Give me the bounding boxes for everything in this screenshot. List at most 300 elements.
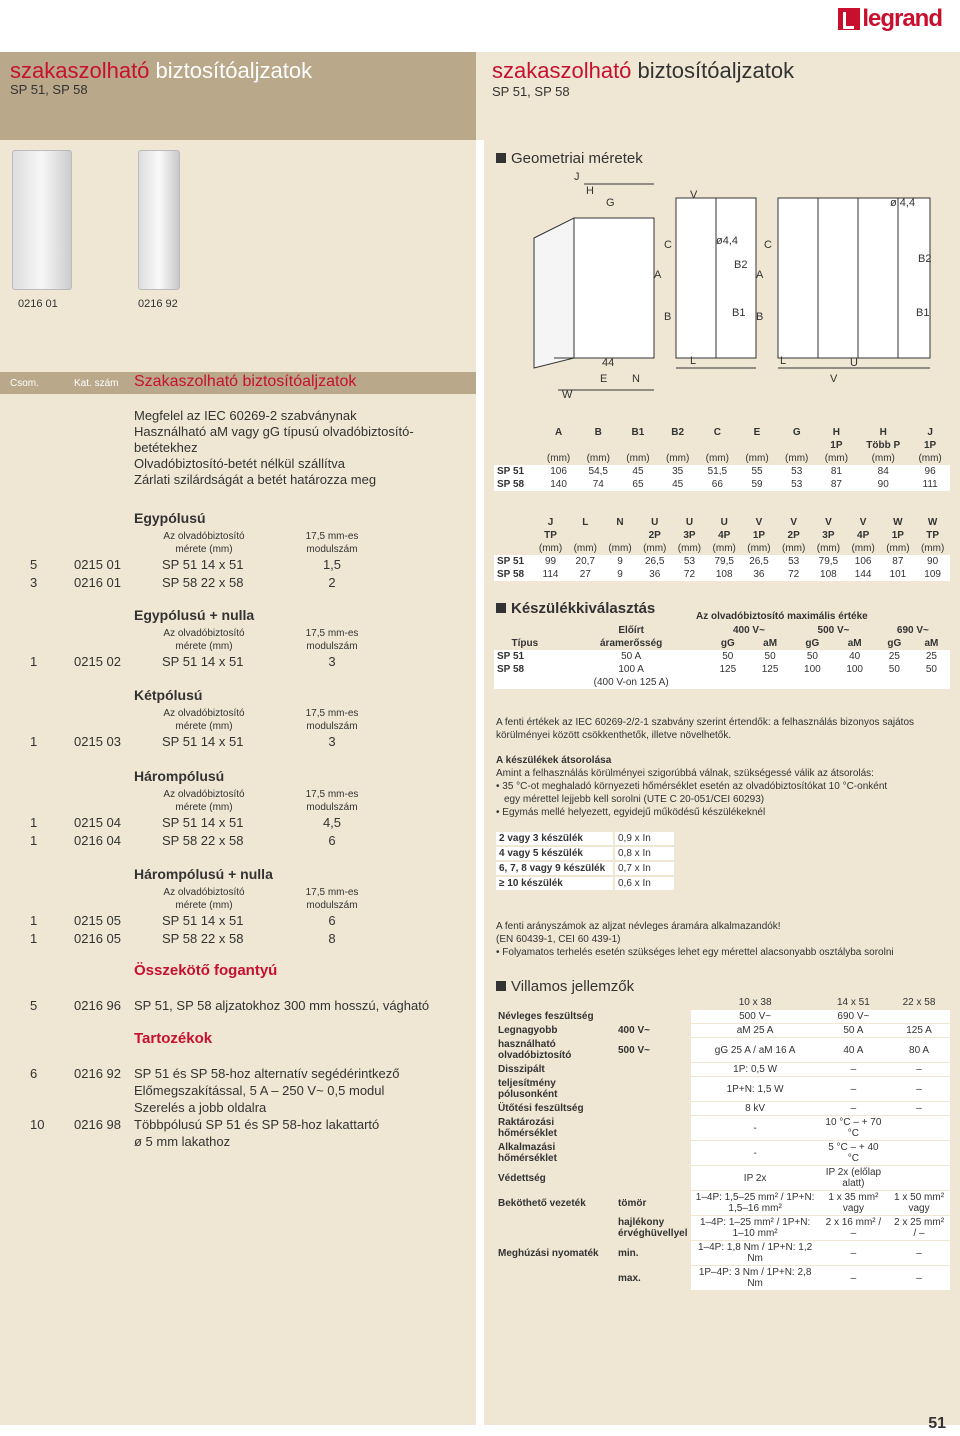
ve-cell: 1–4P: 1–25 mm² / 1P+N: 1–10 mm² <box>691 1216 818 1241</box>
ve-cell: Meghúzási nyomaték <box>494 1241 614 1266</box>
catalogue-number: 0216 92 <box>74 1066 121 1081</box>
section-title: Egypólusú + nulla <box>134 607 255 623</box>
dim-header-cell: (mm) <box>871 453 895 464</box>
product-desc: SP 51 14 x 51 <box>162 557 244 572</box>
col-title: Szakaszolható biztosítóaljzatok <box>134 373 357 390</box>
ve-cell <box>614 1141 691 1166</box>
ve-cell: gG 25 A / aM 16 A <box>691 1038 818 1063</box>
dim-cell: 140 <box>539 478 579 491</box>
module-count: 3 <box>328 734 336 749</box>
kv-note: A fenti értékek az IEC 60269-2/2-1 szabvány szerint értendők: a felhasználás bizonyos sajátos körülményei között csökkenthetők, illetve növelhetők. <box>496 717 915 741</box>
ve-row <box>494 1038 950 1063</box>
dim-header-cell: (mm) <box>665 453 690 464</box>
col-csom: Csom. <box>10 378 39 389</box>
dim-label-B2: B2 <box>734 259 748 271</box>
dimension-table-1 <box>494 426 950 491</box>
catalogue-number: 0216 05 <box>74 931 121 946</box>
kv-h-volt: 690 V~ <box>896 625 929 636</box>
kv-header-row <box>494 624 950 637</box>
module-count: 1,5 <box>322 557 342 572</box>
sub-line: 17,5 mm-es <box>305 708 359 719</box>
kv-cell <box>494 676 556 689</box>
dim-header-cell: (mm) <box>573 543 597 554</box>
title-part-a: szakaszolható <box>10 58 150 83</box>
dim-header-cell: TP <box>544 530 557 541</box>
dim-label-H: H <box>586 185 594 197</box>
sub-line: 17,5 mm-es <box>305 628 359 639</box>
intro-line: betétekhez <box>134 440 198 455</box>
ve-cell: 2 x 25 mm² / – <box>888 1216 950 1241</box>
dim-cell: 53 <box>672 555 707 568</box>
geom-title-text: Geometriai méretek <box>511 150 643 167</box>
ve-cell: Raktározási hőmérséklet <box>494 1116 614 1141</box>
dim-header-cell: 4P <box>857 530 870 541</box>
dim-header-cell: (mm) <box>851 543 875 554</box>
dim-header-cell <box>777 439 817 452</box>
sub-line: Az olvadóbiztosító <box>163 628 245 639</box>
dim-header-cell: (mm) <box>785 453 809 464</box>
ve-cell <box>888 1116 950 1141</box>
dim-header-cell: (mm) <box>920 543 945 554</box>
fuse-size-label <box>134 627 274 653</box>
ve-cell: Disszipált <box>494 1063 614 1077</box>
dim-header-cell: TP <box>926 530 939 541</box>
dim-cell: 106 <box>539 465 579 478</box>
catalogue-number: 0215 04 <box>74 815 121 830</box>
ve-cell: Ütőtési feszültség <box>494 1102 614 1116</box>
ve-cell: IP 2x <box>691 1166 818 1191</box>
ve-cell <box>888 1166 950 1191</box>
sub-line: mérete (mm) <box>175 900 233 911</box>
dim-label-C: C <box>664 239 672 251</box>
dim-header-cell: 3P <box>822 530 835 541</box>
product-desc: SP 51 14 x 51 <box>162 654 244 669</box>
tartozekok-title: Tartozékok <box>134 1030 213 1047</box>
dim-header-cell: (mm) <box>677 543 702 554</box>
kv-h-type: gG <box>805 638 820 649</box>
intro-text <box>134 408 464 488</box>
logo-mark-icon <box>838 8 860 30</box>
factor-table <box>496 832 674 892</box>
dim-header-cell <box>697 439 737 452</box>
kv-cell: 100 A <box>556 663 707 676</box>
dim-header-cell <box>568 529 603 542</box>
product-photo-021692 <box>138 150 180 290</box>
ve-cell: – <box>819 1241 888 1266</box>
fuse-size-label <box>134 707 274 733</box>
ve-cell: 40 A <box>819 1038 888 1063</box>
intro-line: Zárlati szilárdságát a betét határozza meg <box>134 472 377 487</box>
dim-header-cell: J <box>547 517 554 528</box>
dim-header-cell: W <box>893 517 903 528</box>
product-desc: SP 58 22 x 58 <box>162 833 244 848</box>
ve-row <box>494 1102 950 1116</box>
ve-cell: – <box>888 1077 950 1102</box>
dim-header-cell <box>618 439 658 452</box>
dim-header-row <box>494 426 950 439</box>
dim-cell: 20,7 <box>568 555 603 568</box>
square-bullet-icon <box>496 603 506 613</box>
ve-cell: aM 25 A <box>691 1024 818 1038</box>
dim-header-cell <box>494 426 539 439</box>
bullet-text: 35 °C-ot meghaladó környezeti hőmérséklet esetén az olvadóbiztosítókat 10 °C-onként <box>502 781 888 792</box>
kv-h-type: aM <box>924 638 939 649</box>
dim-header-cell <box>494 452 539 465</box>
dim-cell: 144 <box>846 568 881 581</box>
kv-cell: 50 <box>876 663 913 676</box>
bullet-line: • 35 °C-ot meghaladó környezeti hőmérséklet esetén az olvadóbiztosítókat 10 °C-onként <box>496 781 888 792</box>
ve-cell: 400 V~ <box>614 1024 691 1038</box>
dim-header-cell: Több P <box>866 440 901 451</box>
factor-value: 0,7 x In <box>614 861 674 876</box>
sub-line: mérete (mm) <box>175 641 233 652</box>
dim-header-cell <box>539 439 579 452</box>
intro-line: Megfelel az IEC 60269-2 szabványnak <box>134 408 357 423</box>
dim-header-cell: G <box>792 427 801 438</box>
dim-header-cell: N <box>616 517 624 528</box>
dim-cell: 51,5 <box>697 465 737 478</box>
ve-cell: 500 V~ <box>614 1038 691 1063</box>
note-line: • Folyamatos terhelés esetén szükséges lehet egy mérettel alacsonyabb osztályba sorolni <box>496 947 894 958</box>
col-katszam: Kat. szám <box>74 378 119 389</box>
dim-header-cell: (mm) <box>626 453 650 464</box>
dim-header-cell: 2P <box>648 530 661 541</box>
dim-header-cell: 1P <box>923 440 937 451</box>
dim-header-row <box>494 542 950 555</box>
ve-cell: - <box>691 1141 818 1166</box>
dim-cell: 101 <box>881 568 916 581</box>
photo-caption-1: 0216 01 <box>18 298 58 310</box>
dim-header-cell: (mm) <box>538 543 563 554</box>
ve-cell: hajlékony érvéghüvellyel <box>614 1216 691 1241</box>
ve-row <box>494 1141 950 1166</box>
dim-label-B: B <box>664 311 672 323</box>
left-panel-bg <box>0 140 476 1425</box>
ve-cell: max. <box>614 1266 691 1291</box>
dim-cell: 106 <box>846 555 881 568</box>
factor-row <box>496 861 674 876</box>
ve-cell: Legnagyobb <box>494 1024 614 1038</box>
factor-note <box>496 920 946 959</box>
dim-header-cell: (mm) <box>586 453 610 464</box>
photo-caption-2: 0216 92 <box>138 298 178 310</box>
accessory-cell: SP 51, SP 58 aljzatokhoz 300 mm hosszú, vágható <box>134 998 430 1013</box>
dim-header-cell <box>494 439 539 452</box>
dim-cell: 65 <box>618 478 658 491</box>
dim-cell: 109 <box>915 568 950 581</box>
ve-cell: 1P: 0,5 W <box>691 1063 818 1077</box>
factor-value: 0,8 x In <box>614 846 674 861</box>
ve-cell <box>614 1116 691 1141</box>
sub-line: 17,5 mm-es <box>305 531 359 542</box>
kv-cell: 125 <box>707 663 749 676</box>
dim-cell: 111 <box>910 478 950 491</box>
catalogue-number: 0215 03 <box>74 734 121 749</box>
ve-row <box>494 1024 950 1038</box>
accessory-cell: 0216 96 <box>74 998 121 1013</box>
pack-qty: 3 <box>30 575 38 590</box>
kv-row <box>494 663 950 676</box>
sub-line: modulszám <box>306 544 358 555</box>
pack-qty: 1 <box>30 815 38 830</box>
accessory-desc: Többpólusú SP 51 és SP 58-hoz lakattartó <box>134 1117 380 1132</box>
dim-header-cell: J <box>927 427 933 438</box>
module-count: 6 <box>328 833 336 848</box>
ve-cell: 690 V~ <box>819 1010 888 1024</box>
dim-header-cell: (mm) <box>705 453 729 464</box>
ve-cell <box>614 1010 691 1024</box>
dim-header-cell: 1P <box>830 440 843 451</box>
header-right <box>492 58 952 134</box>
kv-h-volt: 500 V~ <box>817 625 850 636</box>
fuse-size-label <box>134 886 274 912</box>
ve-cell: – <box>819 1266 888 1291</box>
sub-line: modulszám <box>306 641 358 652</box>
dimension-diagram <box>494 168 950 402</box>
sub-line: modulszám <box>306 721 358 732</box>
dim-header-row <box>494 529 950 542</box>
ve-cell: 1 x 35 mm² vagy <box>819 1191 888 1216</box>
geom-title <box>496 150 643 167</box>
dim-header-cell: (mm) <box>712 543 736 554</box>
module-count: 6 <box>328 913 336 928</box>
kv-cell: 50 <box>749 650 791 663</box>
atsor-title: A készülékek átsorolása <box>496 755 612 766</box>
dim-label-B2b: B2 <box>918 253 932 265</box>
ve-cell <box>614 1077 691 1102</box>
kv-cell: 25 <box>876 650 913 663</box>
kv-cell: 125 <box>749 663 791 676</box>
dim-cell: 96 <box>910 465 950 478</box>
note-line: (EN 60439-1, CEI 60 439-1) <box>496 934 621 945</box>
catalogue-number: 0215 02 <box>74 654 121 669</box>
ve-cell: - <box>691 1116 818 1141</box>
kv-note-row <box>494 676 950 689</box>
ve-cell: 1P+N: 1,5 W <box>691 1077 818 1102</box>
dim-cell: 55 <box>737 465 777 478</box>
dim-cell: 26,5 <box>637 555 672 568</box>
dim-label-V: V <box>690 189 698 201</box>
dim-label-V2: V <box>830 373 838 385</box>
module-count: 3 <box>328 654 336 669</box>
factor-value: 0,9 x In <box>614 832 674 846</box>
kv-cell: 50 <box>707 650 749 663</box>
ve-row <box>494 1116 950 1141</box>
ve-title <box>496 978 634 995</box>
dim-cell: 53 <box>777 478 817 491</box>
kv-cell: 40 <box>834 650 876 663</box>
ve-cell: 2 x 16 mm² / – <box>819 1216 888 1241</box>
kv-h-tipus: Típus <box>511 638 539 649</box>
dim-row <box>494 555 950 568</box>
catalogue-header-bar <box>0 372 476 394</box>
sub-line: mérete (mm) <box>175 721 233 732</box>
fuse-size-label <box>134 530 274 556</box>
sub-line: Az olvadóbiztosító <box>163 789 245 800</box>
dim-row <box>494 465 950 478</box>
dim-header-cell <box>578 439 618 452</box>
dim-header-cell: W <box>927 517 938 528</box>
ve-cell <box>888 1141 950 1166</box>
ve-h-col: 14 x 51 <box>819 996 888 1010</box>
factor-label: 6, 7, 8 vagy 9 készülék <box>496 861 614 876</box>
dim-cell: 66 <box>697 478 737 491</box>
kv-cell <box>707 676 950 689</box>
dim-label-B1b: B1 <box>916 307 930 319</box>
dim-cell: SP 58 <box>494 478 539 491</box>
ve-cell: Beköthető vezeték <box>494 1191 614 1216</box>
dim-label-L2: L <box>780 355 787 367</box>
ve-cell: 1P–4P: 3 Nm / 1P+N: 2,8 Nm <box>691 1266 818 1291</box>
ve-cell: használható olvadóbiztosító <box>494 1038 614 1063</box>
ve-cell: 80 A <box>888 1038 950 1063</box>
sub-line: 17,5 mm-es <box>305 887 359 898</box>
dim-header-cell: 4P <box>718 530 731 541</box>
dim-header-cell: C <box>713 427 721 438</box>
section-title: Kétpólusú <box>134 687 203 703</box>
dim-label-U: U <box>850 357 858 369</box>
dim-header-cell: (mm) <box>918 453 942 464</box>
dim-cell: 90 <box>915 555 950 568</box>
dim-header-cell: (mm) <box>824 453 849 464</box>
kv-cell: SP 51 <box>494 650 556 663</box>
dim-label-N: N <box>632 373 640 385</box>
title-part-b: biztosítóaljzatok <box>155 58 313 83</box>
sub-line: modulszám <box>306 900 358 911</box>
ve-cell: 50 A <box>819 1024 888 1038</box>
ve-row <box>494 1216 950 1241</box>
ve-header-row <box>494 996 950 1010</box>
ve-cell: 1 x 50 mm² vagy <box>888 1191 950 1216</box>
dim-cell: 108 <box>811 568 846 581</box>
dim-header-cell: B1 <box>631 427 645 438</box>
kv-row <box>494 650 950 663</box>
dim-header-cell: H <box>832 427 840 438</box>
dim-header-cell: A <box>554 427 563 438</box>
dim-cell: SP 51 <box>494 465 539 478</box>
pack-qty: 1 <box>30 913 38 928</box>
factor-row <box>496 846 674 861</box>
ve-title-text: Villamos jellemzők <box>511 978 635 995</box>
dim-cell: 79,5 <box>707 555 742 568</box>
dim-header-cell: (mm) <box>886 543 910 554</box>
dim-cell: 36 <box>637 568 672 581</box>
ve-row <box>494 1010 950 1024</box>
kv-table <box>494 624 950 689</box>
dim-label-G: G <box>606 197 615 209</box>
ve-cell <box>888 1010 950 1024</box>
ve-cell: – <box>888 1063 950 1077</box>
ve-cell: 5 °C – + 40 °C <box>819 1141 888 1166</box>
note-text: Folyamatos terhelés esetén szükséges lehet egy mérettel alacsonyabb osztályba sorolni <box>502 947 894 958</box>
accessory-desc: Előmegszakítással, 5 A – 250 V~ 0,5 modul <box>134 1083 385 1098</box>
ve-cell: 125 A <box>888 1024 950 1038</box>
ve-cell: 1–4P: 1,5–25 mm² / 1P+N: 1,5–16 mm² <box>691 1191 818 1216</box>
dim-header-cell: U <box>651 517 659 528</box>
catalogue-number: 0215 01 <box>74 557 121 572</box>
ve-cell <box>494 1266 614 1291</box>
dim-cell: 27 <box>568 568 603 581</box>
dim-header-cell: L <box>582 517 589 528</box>
ve-cell <box>494 1216 614 1241</box>
dim-header-cell <box>494 516 533 529</box>
kv-h-type: gG <box>720 638 735 649</box>
ve-h-col: 10 x 38 <box>691 996 818 1010</box>
ve-h-empty <box>614 996 691 1010</box>
factor-row <box>496 876 674 891</box>
dim-label-44: 44 <box>602 357 615 369</box>
dim-header-cell <box>494 529 533 542</box>
kv-cell: 50 <box>913 663 950 676</box>
bullet-text: egy mérettel lejjebb kell sorolni (UTE C 20-051/CEI 60293) <box>504 794 765 805</box>
intro-line: Olvadóbiztosító-betét nélkül szállítva <box>134 456 345 471</box>
kv-cell: 100 <box>791 663 833 676</box>
dim-header-cell: V <box>755 517 763 528</box>
title-part-a-right: szakaszolható <box>492 58 632 83</box>
dim-header-row <box>494 452 950 465</box>
dim-header-cell: 1P <box>752 530 766 541</box>
dim-cell: 53 <box>776 555 811 568</box>
ve-cell: 1–4P: 1,8 Nm / 1P+N: 1,2 Nm <box>691 1241 818 1266</box>
note-line: A fenti arányszámok az aljzat névleges áramára alkalmazandók! <box>496 921 781 932</box>
kv-h-type: aM <box>847 638 862 649</box>
dim-header-cell <box>737 439 777 452</box>
dim-label-A: A <box>654 269 662 281</box>
pack-qty: 1 <box>30 734 38 749</box>
ve-row <box>494 1241 950 1266</box>
factor-value: 0,6 x In <box>614 876 674 891</box>
accessory-desc: Szerelés a jobb oldalra <box>134 1100 267 1115</box>
ve-cell: tömör <box>614 1191 691 1216</box>
ve-cell: 10 °C – + 70 °C <box>819 1116 888 1141</box>
factor-label: 2 vagy 3 készülék <box>496 832 614 846</box>
dim-label-B1: B1 <box>732 307 746 319</box>
ve-h-col: 22 x 58 <box>888 996 950 1010</box>
dim-cell: 59 <box>737 478 777 491</box>
sub-line: Az olvadóbiztosító <box>163 887 245 898</box>
sub-line: 17,5 mm-es <box>305 789 359 800</box>
dim-cell: 114 <box>533 568 568 581</box>
ve-cell: 8 kV <box>691 1102 818 1116</box>
dim-label-J: J <box>574 171 580 183</box>
dim-header-cell: 2P <box>787 530 800 541</box>
module-count-label <box>282 627 382 653</box>
ve-h-empty <box>494 996 614 1010</box>
dim-label-Bb: B <box>756 311 764 323</box>
module-count-label <box>282 707 382 733</box>
atsor-bullets <box>496 780 946 819</box>
pack-qty: 1 <box>30 654 38 669</box>
dim-cell: 99 <box>533 555 568 568</box>
dimension-table-2 <box>494 516 950 581</box>
pack-qty: 1 <box>30 833 38 848</box>
catalogue-number: 0216 01 <box>74 575 121 590</box>
dim-header-cell: V <box>825 517 832 528</box>
dim-cell: 90 <box>856 478 910 491</box>
product-photo-021601 <box>12 150 72 290</box>
dim-cell: 9 <box>603 568 638 581</box>
dim-row <box>494 568 950 581</box>
factor-row <box>496 832 674 846</box>
dim-cell: 81 <box>817 465 857 478</box>
bullet-text: Egymás mellé helyezett, egyidejű működésű készülékeknél <box>502 807 766 818</box>
dim-header-cell: 1P <box>891 530 904 541</box>
kv-h-type: gG <box>887 638 902 649</box>
module-count-label <box>282 886 382 912</box>
pack-qty: 1 <box>30 931 38 946</box>
ve-cell: – <box>888 1266 950 1291</box>
factor-label: 4 vagy 5 készülék <box>496 846 614 861</box>
